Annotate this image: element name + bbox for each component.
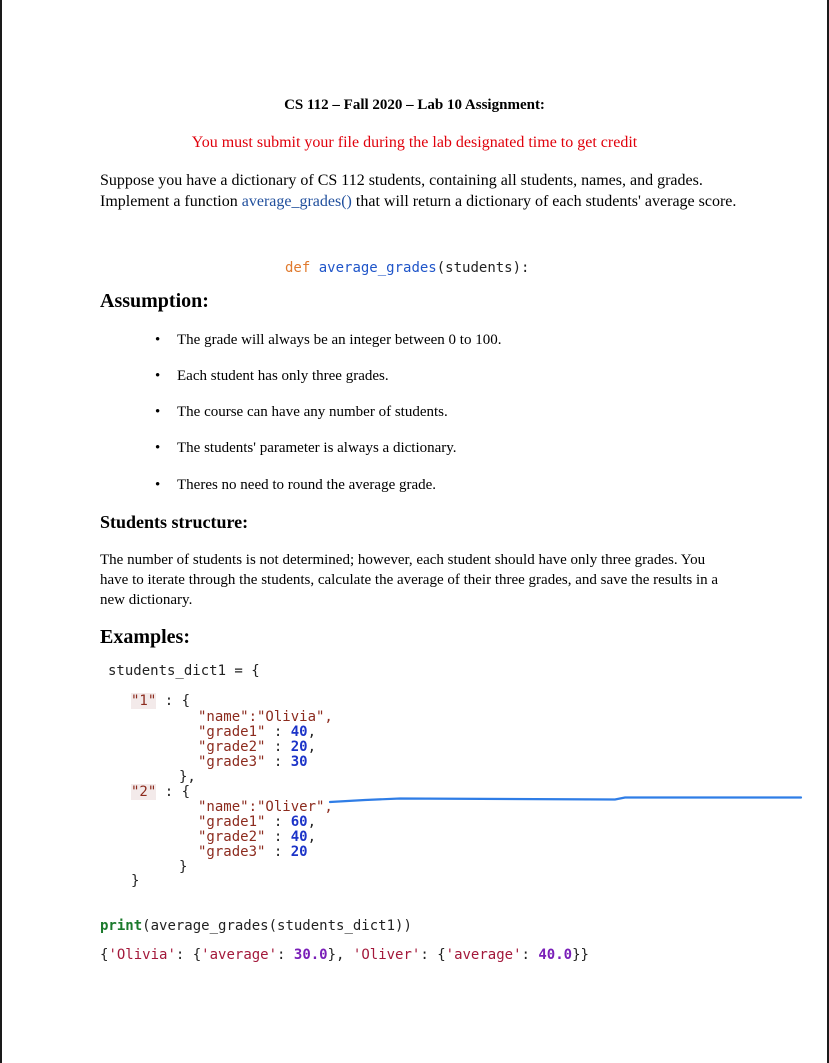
grade-line: "grade1" : 60, (198, 814, 317, 830)
student-close-brace: } (179, 859, 188, 875)
function-link[interactable]: average_grades() (241, 193, 352, 210)
grade-line: "grade2" : 40, (198, 829, 317, 845)
assumption-item: • Each student has only three grades. (155, 368, 389, 384)
intro-text-before: Suppose you have a dictionary of CS 112 students, containing all students, names, and grades. Implement a function (100, 172, 703, 210)
assumption-item: • Theres no need to round the average grade. (155, 477, 437, 493)
print-output: {'Olivia': {'average': 30.0}, 'Oliver': {'average': 40.0}} (100, 947, 589, 963)
student-name-line: "name":"Oliver", (198, 799, 333, 815)
structure-paragraph: The number of students is not determined; however, each student should have only three grades. You have to iterate through the students, calculate the average of their three grades, and save the results in a new dictionary. (100, 552, 719, 608)
assumption-heading: Assumption: (100, 290, 209, 312)
student-key-line: "1" : { (131, 693, 191, 709)
student-key-line: "2" : { (131, 784, 191, 800)
function-args: (students): (436, 260, 530, 276)
submission-notice: You must submit your file during the lab designated time to get credit (191, 134, 638, 151)
def-keyword: def (285, 260, 311, 276)
examples-heading: Examples: (100, 626, 190, 648)
structure-heading: Students structure: (100, 512, 249, 532)
student-name-line: "name":"Olivia", (198, 709, 333, 725)
print-statement: print(average_grades(students_dict1)) (100, 918, 412, 934)
grade-line: "grade2" : 20, (198, 739, 317, 755)
grade-line: "grade3" : 20 (198, 844, 308, 860)
student-close-brace: }, (179, 769, 196, 785)
assumption-item: • The grade will always be an integer between 0 to 100. (155, 332, 502, 348)
assumption-item: • The students' parameter is always a dictionary. (155, 440, 457, 456)
intro-text-after: that will return a dictionary of each students' average score. (351, 193, 737, 210)
dict-declaration: students_dict1 = { (108, 663, 260, 679)
grade-line: "grade3" : 30 (198, 754, 308, 770)
grade-line: "grade1" : 40, (198, 724, 317, 740)
dict-close-brace: } (131, 873, 140, 889)
function-name: average_grades (318, 260, 437, 276)
page-title: CS 112 – Fall 2020 – Lab 10 Assignment: (284, 97, 545, 113)
assumption-item: • The course can have any number of students. (155, 404, 448, 420)
